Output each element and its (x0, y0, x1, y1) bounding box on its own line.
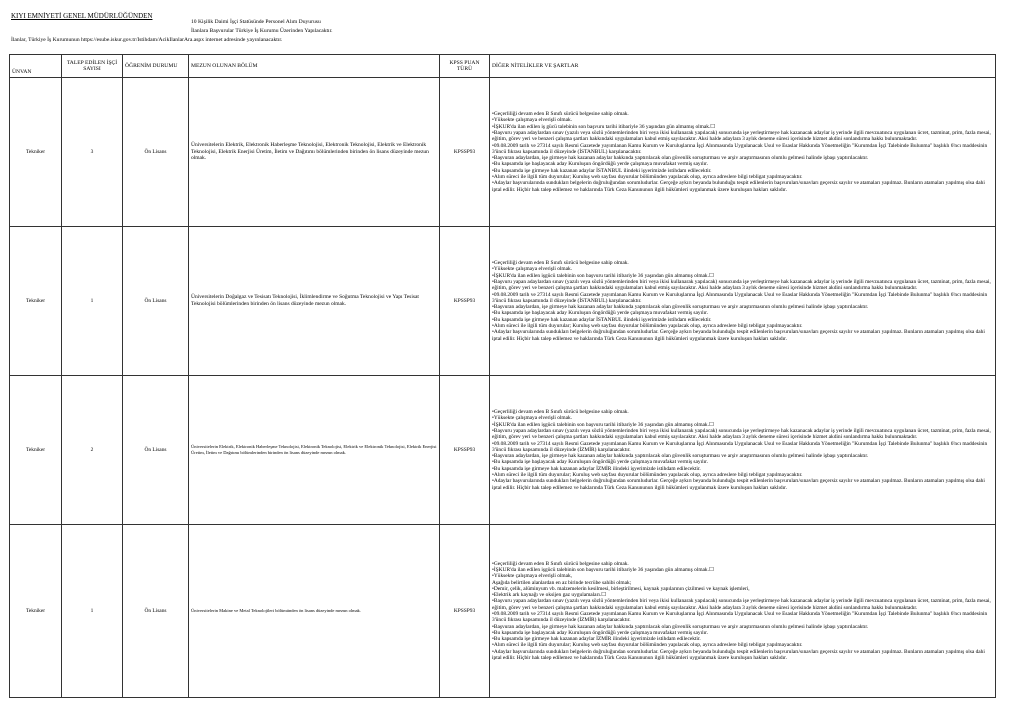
col-header-bolum: MEZUN OLUNAN BÖLÜM (189, 55, 440, 78)
cell-education: Ön Lisans (123, 78, 189, 227)
condition-item: •Geçerliliği devam eden B Sınıfı sürücü belgesine sahip olmak. (492, 260, 629, 267)
cell-department: Üniversitelerin Elektrik, Elektronik Haberleşme Teknolojisi, Elektronik Teknolojisi, Elektrik ve Elektronik Teknolojisi, Elektrik Enerjisi Üretim, İletim ve Dağıtımı bölümlerinden birinden ön lisans düzeyinde mezun olmak. (189, 78, 440, 227)
condition-item: •09.08.2009 tarih ve 27314 sayılı Resmi Gazetede yayımlanan Kamu Kurum ve Kuruluşlarına İşçi Alınmasında Uygulanacak Usul ve Esaslar Hakkında Yönetmeliğin "Kurumdan İşçi Talebinde Bulunma" başlıklı 6'ncı maddesinin 3'üncü fıkrası kapsamında il düzeyinde (İZMİR) karşılanacaktır. (492, 611, 988, 624)
condition-item: •Adaylar başvurularında sundukları belgelerin doğruluğundan sorumludurlar. Gerçeğe aykırı beyanda bulunduğu tespit edilenlerin başvuruları/sınavları geçersiz sayılır ve atamaları yapılmaz. Bunların atamaları yapılmış olsa dahi iptal edilir. Hiçbir hak talep edilemez ve haklarında Türk Ceza Kanununun ilgili hükümleri uygulanmak üzere kuruluşun hakları saklıdır. (492, 648, 985, 662)
organization-title: KIYI EMNİYETİ GENEL MÜDÜRLÜĞÜNDEN (11, 12, 153, 20)
condition-item: •Bu kapsamda işe girmeye hak kazanan adaylar İZMİR ilindeki işyerimizde istihdam edilecektir. (492, 465, 701, 472)
announcement-line-2: İlanlara Başvurular Türkiye İş Kurumu Üzerinden Yapılacaktır. (191, 28, 333, 34)
table-header-row (10, 55, 996, 78)
table-row (10, 78, 996, 227)
cell-education: Ön Lisans (123, 227, 189, 376)
cell-kpss: KPSSP93 (440, 227, 490, 376)
condition-item: •09.08.2009 tarih ve 27314 sayılı Resmi Gazetede yayımlanan Kamu Kurum ve Kuruluşlarına İşçi Alınmasında Uygulanacak Usul ve Esaslar Hakkında Yönetmeliğin "Kurumdan İşçi Talebinde Bulunma" başlıklı 6'ncı maddesinin 3'üncü fıkrası kapsamında il düzeyinde (İSTANBUL) karşılanacaktır. (492, 291, 988, 304)
condition-item: •İŞKUR'da ilan edilen işgücü talebinin son başvuru tarihi itibariyle 36 yaşından gün almamış olmak.☐ (492, 566, 714, 573)
condition-item: •Geçerliliği devam eden B Sınıfı sürücü belgesine sahip olmak. (492, 409, 629, 416)
condition-item: •Yüksekte çalışmaya elverişli olmak, (492, 573, 573, 580)
condition-item: •Bu kapsamda işe başlayacak aday Kuruluşun öngördüğü yerde çalışmaya muvafakat vermiş sayılır. (492, 629, 708, 636)
condition-item: •Geçerliliği devam eden B Sınıfı sürücü belgesine sahip olmak. (492, 560, 629, 567)
col-header-ogrenim: ÖĞRENİM DURUMU (123, 55, 189, 78)
condition-item: •Bu kapsamda işe başlayacak aday Kuruluşun öngördüğü yerde çalışmaya muvafakat vermiş sayılır. (492, 161, 708, 168)
condition-item: •Başvuru yapan adaylardan sınav (yazılı veya sözlü yöntemlerinden biri veya ikisi kullanarak yapılacak) sonucunda işe yerleştirmeye hak kazanacak adaylar iş yerinde ilgili mevzuatınca uygulanan ücret, tazminat, prim, fazla mesai, eğitim, görev yeri ve benzeri çalışma şartları hakkındaki uygulamaları kabul etmiş sayılacaktır. Aksi halde adaylara 3 aylık deneme süresi içerisinde hizmet akdini sonlandırma hakkı bulunmaktadır. (492, 278, 991, 292)
condition-item: Aşağıda belirtilen alanlardan en az birinde tecrübe sahibi olmak; (492, 579, 632, 586)
table-row (10, 376, 996, 525)
condition-item: •İŞKUR'da ilan edilen iş gücü talebinin son başvuru tarihi itibariyle 36 yaşından gün almamış olmak.☐ (492, 123, 716, 130)
condition-item: •Alım süreci ile ilgili tüm duyurular; Kuruluş web sayfası duyurular bölümünden yapılacak olup, ayrıca adreslere bilgi tebligat yapılmayacaktır. (492, 323, 803, 330)
table-row (10, 227, 996, 376)
condition-item: •İŞKUR'da ilan edilen işgücü talebinin son başvuru tarihi itibariyle 36 yaşından gün almamış olmak.☐ (492, 421, 714, 428)
condition-item: •Başvuran adaylardan, işe girmeye hak kazanan adaylar hakkında yaptırılacak olan güvenlik soruşturması ve arşiv araştırmasının olumlu gelmesi halinde işbaşı yaptırılacaktır. (492, 453, 869, 460)
cell-count: 1 (62, 227, 123, 376)
condition-item: •Elektrik ark kaynağı ve oksijen gaz uygulamaları.☐ (492, 592, 607, 599)
cell-department: Üniversitelerin Doğalgaz ve Tesisatı Teknolojisi, İklimlendirme ve Soğutma Teknolojisi ve Yapı Tesisat Teknolojisi bölümlerinden birinden ön lisans düzeyinde mezun olmak. (189, 227, 440, 376)
condition-item: •Adaylar başvurularında sundukları belgelerin doğruluğundan sorumludurlar. Gerçeğe aykırı beyanda bulunduğu tespit edilenlerin başvuruları/sınavları geçersiz sayılır ve atamaları yapılmaz. Bunların atamaları yapılmış olsa dahi iptal edilir. Hiçbir hak talep edilemez ve haklarında Türk Ceza Kanununun ilgili hükümleri uygulanmak üzere kuruluşun hakları saklıdır. (492, 478, 985, 491)
announcement-line-3: İlanlar, Türkiye İş Kurumunun https://esube.iskur.gov.tr/Istihdam/AcikIlanlarAra.aspx internet adresinde yayınlanacaktır. (11, 37, 283, 43)
condition-item: •Bu kapsamda işe girmeye hak kazanan adaylar İSTANBUL ilindeki işyerimizde istihdam edilecektir. (492, 167, 712, 174)
cell-kpss: KPSSP93 (440, 525, 490, 698)
condition-item: •Başvuran adaylardan, işe girmeye hak kazanan adaylar hakkında yaptırılacak olan güvenlik soruşturması ve arşiv araştırmasının olumlu gelmesi halinde işbaşı yaptırılacaktır. (492, 304, 869, 311)
condition-item: •Geçerliliği devam eden B Sınıfı sürücü belgesine sahip olmak. (492, 111, 629, 118)
cell-education: Ön Lisans (123, 376, 189, 525)
cell-department: Üniversitelerin Elektrik, Elektronik Haberleşme Teknolojisi, Elektronik Teknolojisi, Elektrik ve Elektronik Teknolojisi, Elektrik Enerjisi Üretim, İletim ve Dağıtımı bölümlerinden birinden ön lisans düzeyinde mezun olmak. (189, 376, 440, 525)
condition-item: •Yüksekte çalışmaya elverişli olmak. (492, 117, 573, 124)
table-row (10, 525, 996, 698)
condition-item: •Başvuran adaylardan, işe girmeye hak kazanan adaylar hakkında yaptırılacak olan güvenlik soruşturması ve arşiv araştırmasının olumlu gelmesi halinde işbaşı yaptırılacaktır. (492, 623, 869, 630)
positions-table (9, 54, 996, 698)
condition-item: •Alım süreci ile ilgili tüm duyurular; Kuruluş web sayfası duyurular bölümünden yapılacak olup, ayrıca adreslere bilgi tebligat yapılmayacaktır. (492, 472, 803, 479)
col-header-diger: DİĞER NİTELİKLER VE ŞARTLAR (490, 55, 996, 78)
condition-item: •Alım süreci ile ilgili tüm duyurular; Kuruluş web sayfası duyurular bölümünden yapılacak olup, ayrıca adreslere bilgi tebligat yapılmayacaktır. (492, 642, 803, 649)
condition-item: •Başvuran adaylardan, işe girmeye hak kazanan adaylar hakkında yaptırılacak olan güvenlik soruşturması ve arşiv araştırmasının olumlu gelmesi halinde işbaşı yaptırılacaktır. (492, 155, 869, 162)
condition-item: •Demir, çelik, alüminyum vb. malzemelerin kesilmesi, birleştirilmesi, kaynak yapılarının çizilmesi ve kaynak işlemleri, (492, 585, 750, 592)
cell-count: 3 (62, 78, 123, 227)
col-header-kpss: KPSS PUAN TÜRÜ (440, 55, 490, 78)
condition-item: •Alım süreci ile ilgili tüm duyurular; Kuruluş web sayfası duyurular bölümünden yapılacak olup, ayrıca adreslere bilgi tebligat yapılmayacaktır. (492, 174, 803, 181)
condition-item: •09.08.2009 tarih ve 27314 sayılı Resmi Gazetede yayımlanan Kamu Kurum ve Kuruluşlarına İşçi Alınmasında Uygulanacak Usul ve Esaslar Hakkında Yönetmeliğin "Kurumdan İşçi Talebinde Bulunma" başlıklı 6'ncı maddesinin 3'üncü fıkrası kapsamında il düzeyinde (İSTANBUL) karşılanacaktır. (492, 142, 988, 155)
condition-item: •Başvuru yapan adaylardan sınav (yazılı veya sözlü yöntemlerinden biri veya ikisi kullanarak yapılacak) sonucunda işe yerleştirmeye hak kazanacak adaylar iş yerinde ilgili mevzuatınca uygulanan ücret, tazminat, prim, fazla mesai, eğitim, görev yeri ve benzeri çalışma şartları hakkındaki uygulamaları kabul etmiş sayılacaktır. Aksi halde adaylara 3 aylık deneme süresi içerisinde hizmet akdini sonlandırma hakkı bulunmaktadır. (492, 427, 991, 441)
condition-item: •09.08.2009 tarih ve 27314 sayılı Resmi Gazetede yayımlanan Kamu Kurum ve Kuruluşlarına İşçi Alınmasında Uygulanacak Usul ve Esaslar Hakkında Yönetmeliğin "Kurumdan İşçi Talebinde Bulunma" başlıklı 6'ncı maddesinin 3'üncü fıkrası kapsamında il düzeyinde (İZMİR) karşılanacaktır. (492, 440, 988, 453)
col-header-unvan: ÜNVAN (10, 55, 62, 78)
condition-item: •Bu kapsamda işe girmeye hak kazanan adaylar İZMİR ilindeki işyerimizde istihdam edilecektir. (492, 636, 701, 643)
condition-item: •Yüksekte çalışmaya elverişli olmak. (492, 415, 573, 422)
condition-item: •Adaylar başvurularında sundukları belgelerin doğruluğundan sorumludurlar. Gerçeğe aykırı beyanda bulunduğu tespit edilenlerin başvuruları/sınavları geçersiz sayılır ve atamaları yapılmaz. Bunların atamaları yapılmış olsa dahi iptal edilir. Hiçbir hak talep edilemez ve haklarında Türk Ceza Kanununun ilgili hükümleri uygulanmak üzere kuruluşun hakları saklıdır. (492, 180, 985, 193)
cell-count: 2 (62, 376, 123, 525)
cell-kpss: KPSSP93 (440, 376, 490, 525)
condition-item: •İŞKUR'da ilan edilen işgücü talebinin son başvuru tarihi itibariyle 36 yaşından gün almamış olmak.☐ (492, 272, 714, 279)
condition-item: •Başvuru yapan adaylardan sınav (yazılı veya sözlü yöntemlerinden biri veya ikisi kullanarak yapılacak) sonucunda işe yerleştirmeye hak kazanacak adaylar iş yerinde ilgili mevzuatınca uygulanan ücret, tazminat, prim, fazla mesai, eğitim, görev yeri ve benzeri çalışma şartları hakkındaki uygulamaları kabul etmiş sayılacaktır. Aksi halde adaylara 3 aylık deneme süresi içerisinde hizmet akdini sonlandırma hakkı bulunmaktadır. (492, 598, 991, 611)
cell-title: Tekniker (10, 525, 62, 698)
col-header-talep: TALEP EDİLEN İŞÇİ SAYISI (62, 55, 123, 78)
announcement-line-1: 10 Kişilik Daimi İşçi Statüsünde Personel Alım Duyurusu (191, 19, 321, 25)
cell-title: Tekniker (10, 227, 62, 376)
cell-kpss: KPSSP93 (440, 78, 490, 227)
condition-item: •Bu kapsamda işe başlayacak aday Kuruluşun öngördüğü yerde çalışmaya muvafakat vermiş sayılır. (492, 310, 708, 317)
cell-conditions (490, 227, 996, 376)
condition-item: •Adaylar başvurularında sundukları belgelerin doğruluğundan sorumludurlar. Gerçeğe aykırı beyanda bulunduğu tespit edilenlerin başvuruları/sınavları geçersiz sayılır ve atamaları yapılmaz. Bunların atamaları yapılmış olsa dahi iptal edilir. Hiçbir hak talep edilemez ve haklarında Türk Ceza Kanununun ilgili hükümleri uygulanmak üzere kuruluşun hakları saklıdır. (492, 329, 985, 342)
cell-count: 1 (62, 525, 123, 698)
cell-conditions (490, 376, 996, 525)
cell-title: Tekniker (10, 78, 62, 227)
cell-title: Tekniker (10, 376, 62, 525)
cell-education: Ön Lisans (123, 525, 189, 698)
condition-item: •Yüksekte çalışmaya elverişli olmak. (492, 266, 573, 273)
cell-department: Üniversitelerin Makine ve Metal Teknolojileri bölümünden ön lisans düzeyinde mezun olmak. (189, 525, 440, 698)
cell-conditions (490, 78, 996, 227)
cell-conditions (490, 525, 996, 698)
condition-item: •Başvuru yapan adaylardan sınav (yazılı veya sözlü yöntemlerinden biri veya ikisi kullanarak yapılacak) sonucunda işe yerleştirmeye hak kazanacak adaylar iş yerinde ilgili mevzuatınca uygulanan ücret, tazminat, prim, fazla mesai, eğitim, görev yeri ve benzeri çalışma şartları hakkındaki uygulamaları kabul etmiş sayılacaktır. Aksi halde adaylara 3 aylık deneme süresi içerisinde hizmet akdini sonlandırma hakkı bulunmaktadır. (492, 129, 991, 143)
condition-item: •Bu kapsamda işe girmeye hak kazanan adaylar İSTANBUL ilindeki işyerimizde istihdam edilecektir. (492, 316, 712, 323)
condition-item: •Bu kapsamda işe başlayacak aday Kuruluşun öngördüğü yerde çalışmaya muvafakat vermiş sayılır. (492, 459, 708, 466)
